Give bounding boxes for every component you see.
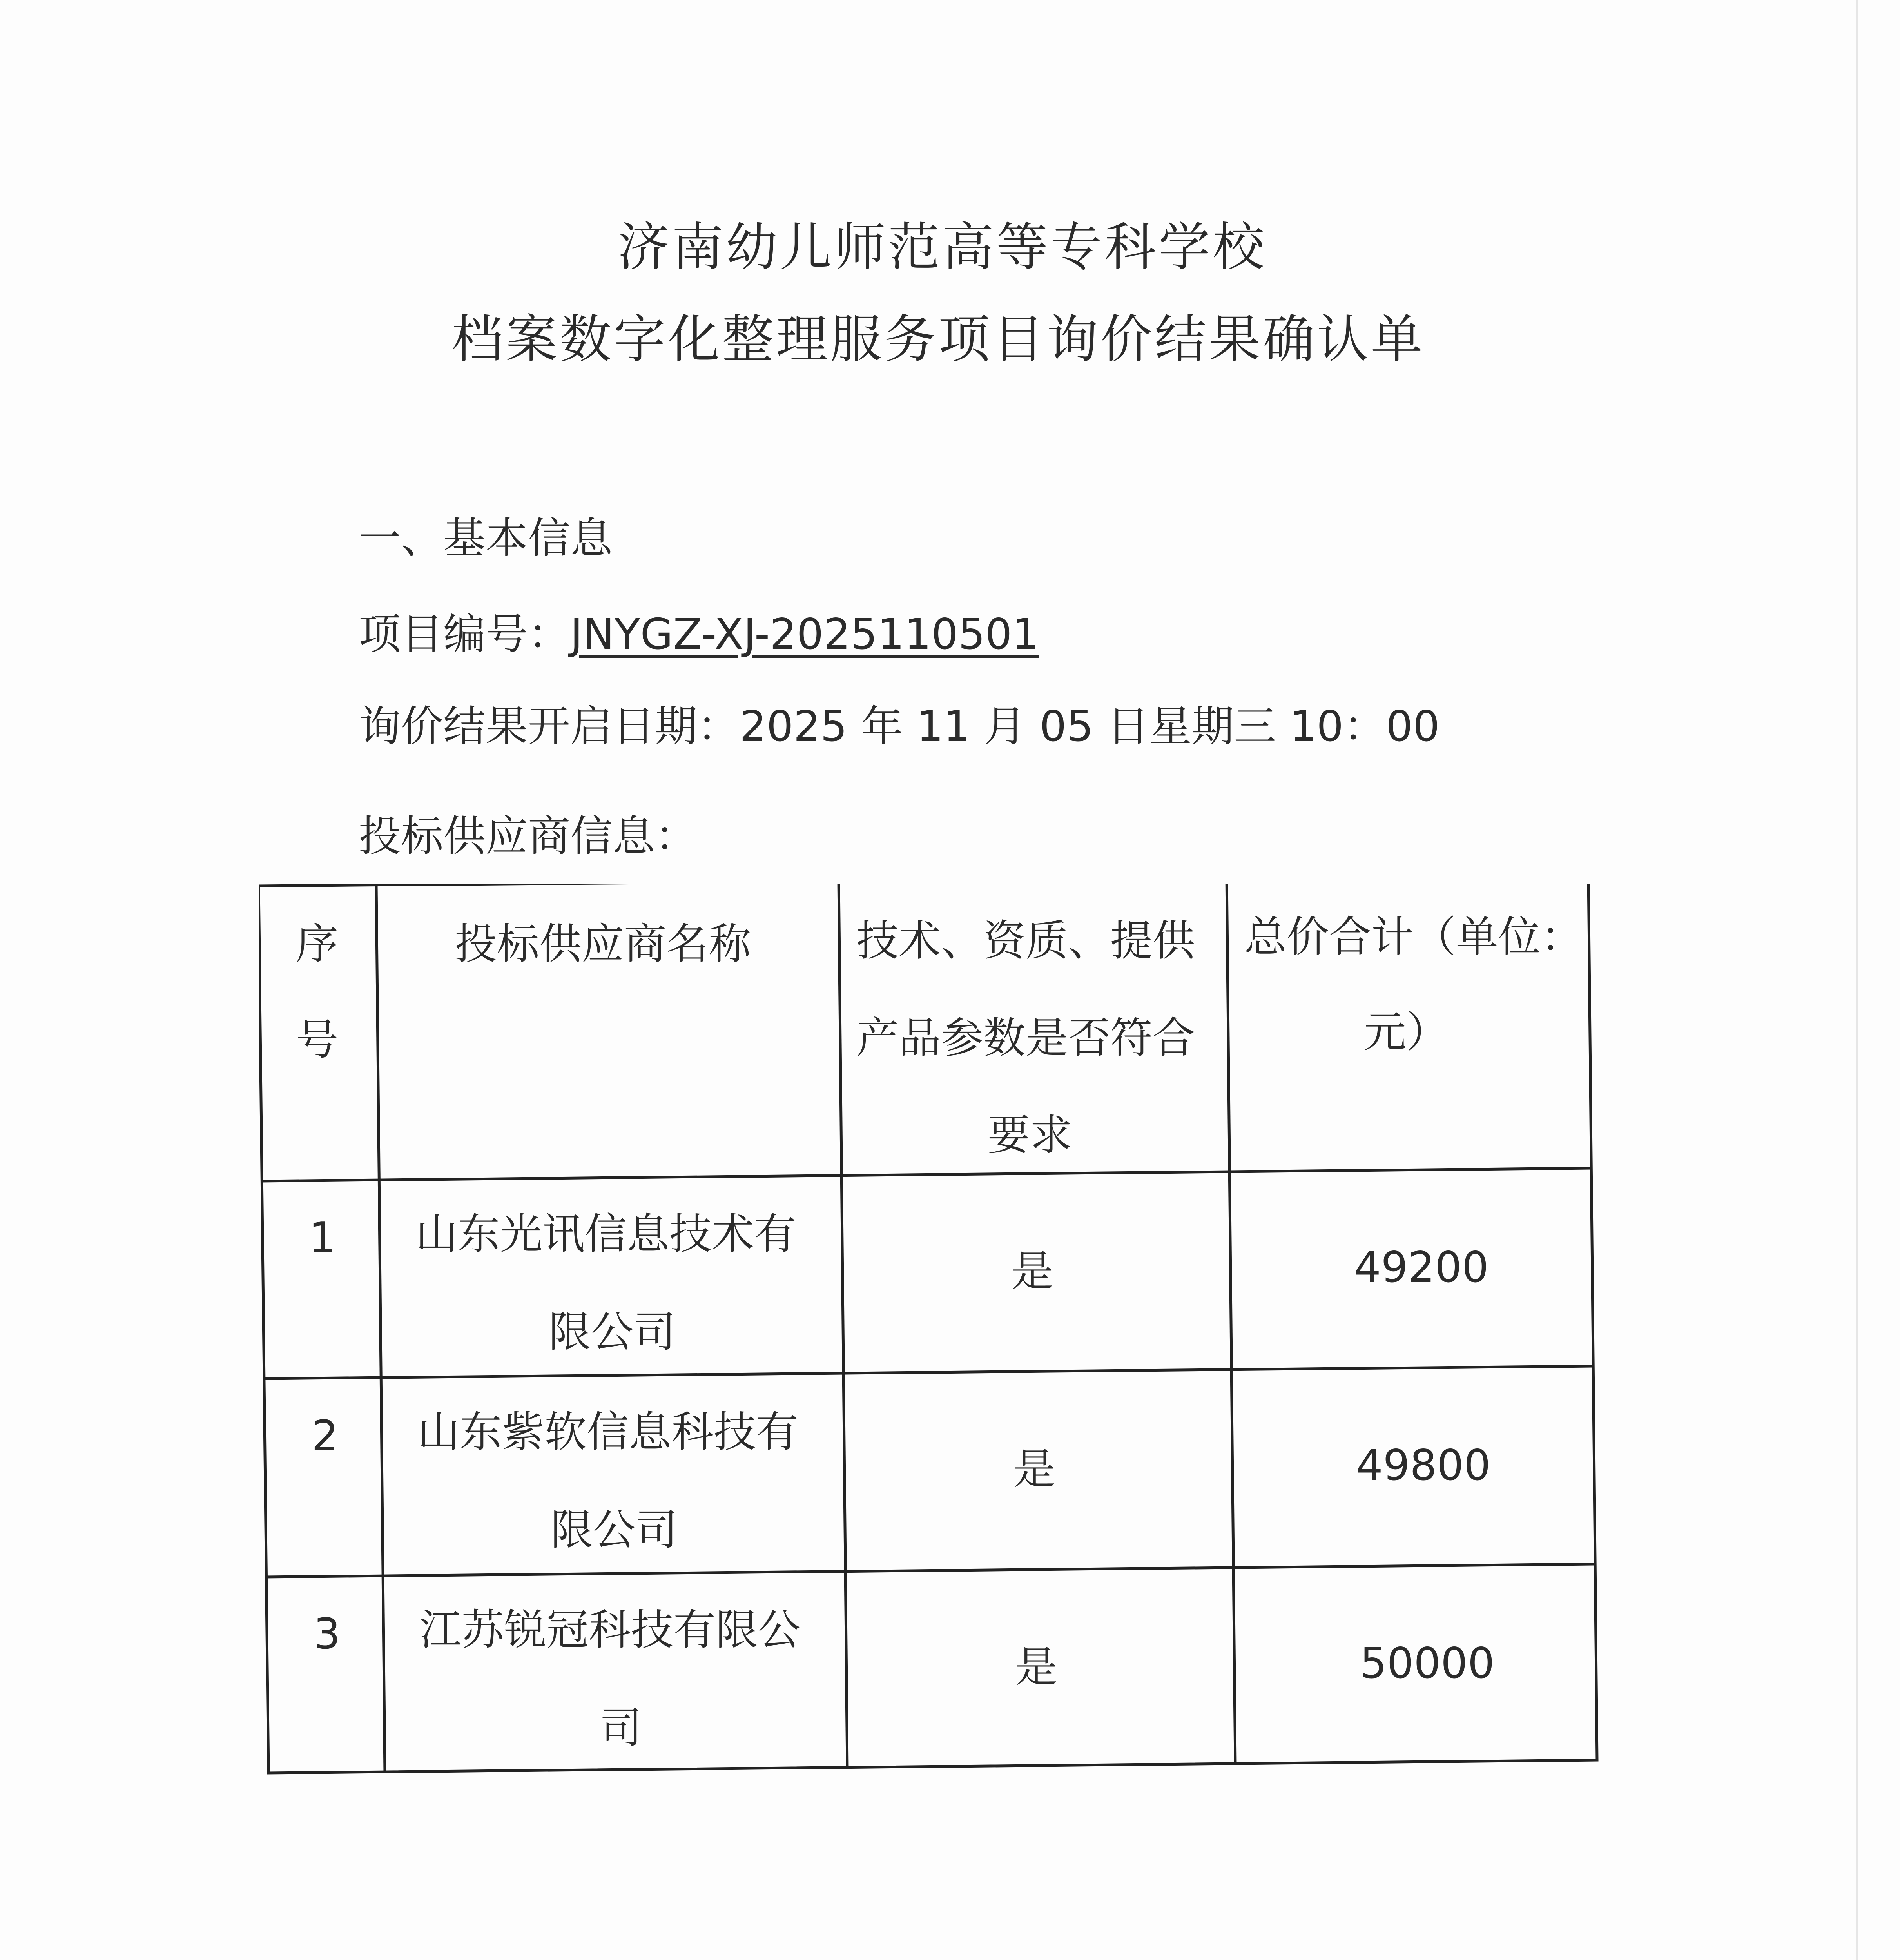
row1-name-line1: 山东光讯信息技术有 xyxy=(415,1210,797,1259)
scan-right-edge xyxy=(1856,0,1858,1960)
row3-total: 50000 xyxy=(1360,1639,1495,1688)
col-divider-1 xyxy=(376,885,385,1772)
header-seq-line2: 号 xyxy=(296,1016,339,1065)
row3-name-line1: 江苏锐冠科技有限公 xyxy=(419,1606,801,1655)
project-number-label: 项目编号： xyxy=(359,610,571,659)
row1-compliance: 是 xyxy=(1011,1247,1054,1296)
document-title-line2: 档案数字化整理服务项目询价结果确认单 xyxy=(451,309,1425,370)
col-divider-2 xyxy=(839,884,847,1768)
row1-seq: 1 xyxy=(309,1214,336,1263)
row2-compliance: 是 xyxy=(1013,1445,1056,1494)
open-date-value: 2025 年 11 月 05 日星期三 10：00 xyxy=(740,702,1440,751)
open-date-label: 询价结果开启日期： xyxy=(359,702,740,751)
row1-total: 49200 xyxy=(1354,1243,1489,1292)
row-divider-3 xyxy=(265,1564,1595,1577)
suppliers-label: 投标供应商信息： xyxy=(359,812,698,861)
col-divider-3 xyxy=(1227,884,1235,1764)
supplier-table xyxy=(259,884,1599,1778)
row3-seq: 3 xyxy=(314,1610,341,1659)
header-compliance-line1: 技术、资质、提供 xyxy=(856,916,1195,965)
row3-name-line2: 司 xyxy=(600,1704,642,1753)
header-total-line2: 元） xyxy=(1364,1008,1449,1057)
row2-total: 49800 xyxy=(1356,1441,1491,1490)
header-seq-line1: 序 xyxy=(296,920,339,969)
row1-name-line2: 限公司 xyxy=(549,1308,676,1357)
header-compliance-line3: 要求 xyxy=(988,1111,1073,1160)
document-title-line1: 济南幼儿师范高等专科学校 xyxy=(618,217,1267,278)
project-number-row xyxy=(359,610,1039,659)
row2-name-line1: 山东紫软信息科技有 xyxy=(417,1408,799,1457)
row3-compliance: 是 xyxy=(1015,1643,1058,1692)
header-supplier-name: 投标供应商名称 xyxy=(455,920,751,969)
open-date-row xyxy=(359,702,1440,751)
row2-name-line2: 限公司 xyxy=(551,1506,678,1555)
row2-seq: 2 xyxy=(312,1412,339,1461)
project-number-value: JNYGZ-XJ-2025110501 xyxy=(570,610,1039,659)
row-divider-1 xyxy=(261,1168,1591,1181)
row-divider-2 xyxy=(263,1366,1594,1379)
header-total-line1: 总价合计（单位： xyxy=(1244,913,1583,962)
section-heading: 一、基本信息 xyxy=(359,514,613,563)
header-compliance-line2: 产品参数是否符合 xyxy=(856,1014,1195,1063)
